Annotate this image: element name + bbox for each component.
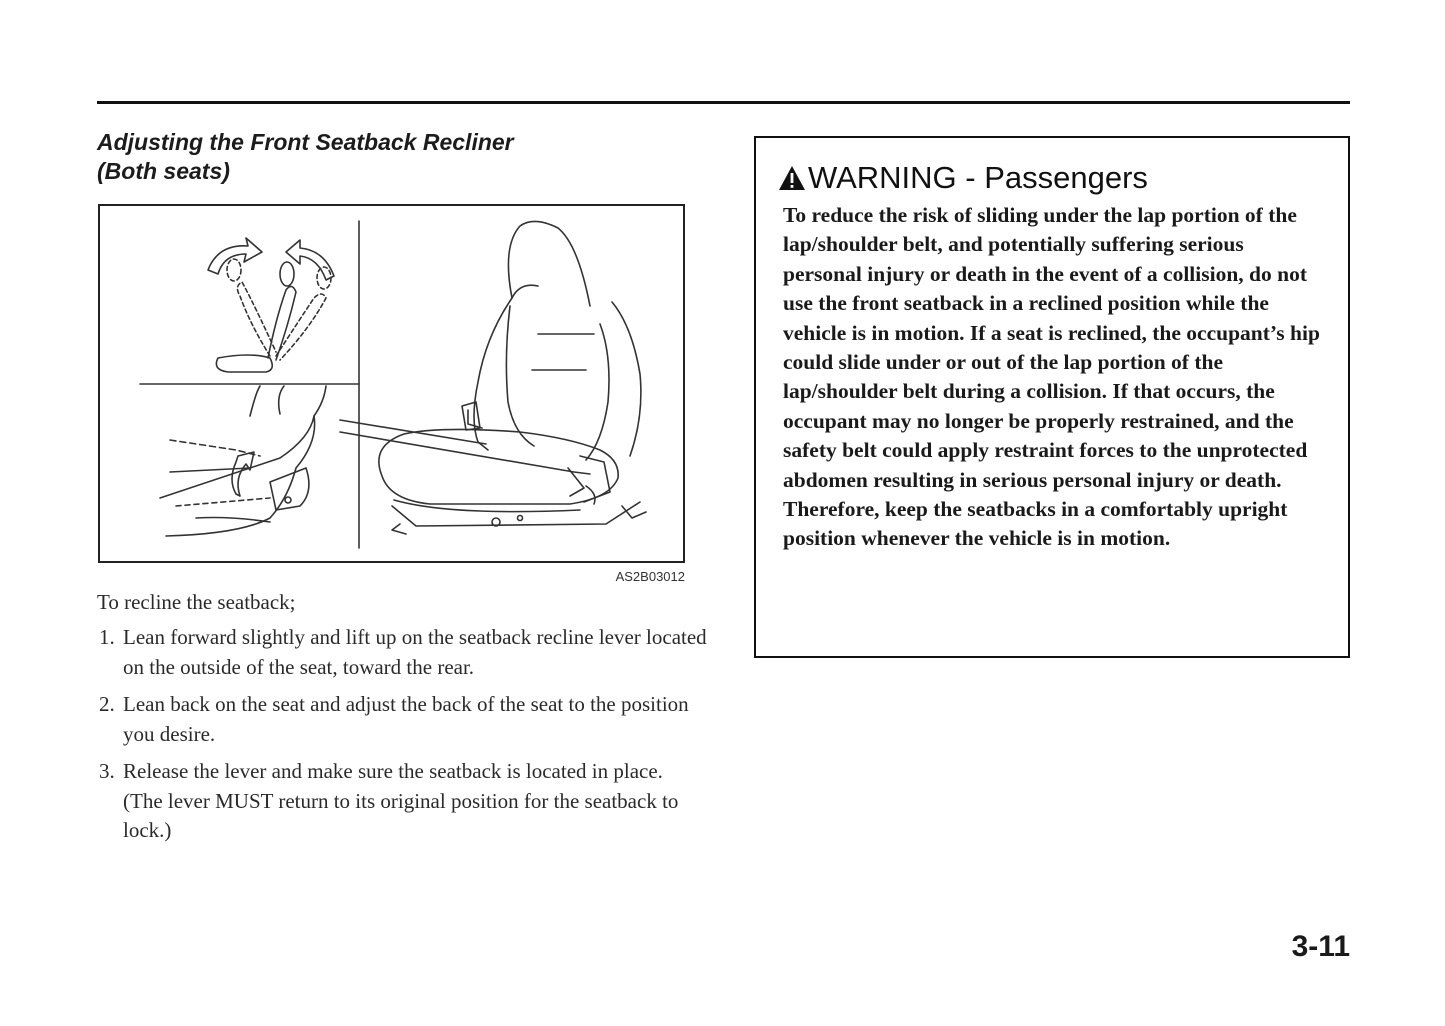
step-number: 1. [99,625,115,649]
step-number: 2. [99,692,115,716]
instruction-step [97,690,707,749]
warning-box [754,136,1350,658]
step-text: Lean back on the seat and adjust the back of the seat to the position you desire. [123,692,689,746]
step-number: 3. [99,759,115,783]
top-rule [97,101,1350,104]
figure-code: AS2B03012 [615,569,685,584]
step-text: Lean forward slightly and lift up on the seatback recline lever located on the outside of the seat, toward the rear. [123,625,707,679]
section-heading [97,128,697,186]
instruction-step [97,757,707,846]
seat-recliner-figure [98,204,685,563]
warning-title [778,160,1148,196]
instructions-intro: To recline the seatback; [97,590,296,614]
instruction-steps [97,623,707,854]
step-text: Release the lever and make sure the seatback is located in place. (The lever MUST return to its original position for the seatback to lock.) [123,759,679,842]
seat-recliner-illustration [100,206,683,561]
section-heading-line1: Adjusting the Front Seatback Recliner [97,129,514,155]
instruction-step [97,623,707,682]
section-heading-line2: (Both seats) [97,158,230,184]
warning-body: To reduce the risk of sliding under the lap portion of the lap/shoulder belt, and potentially suffering serious personal injury or death in the event of a collision, do not use the front seatback in a reclined position while the vehicle is in motion. If a seat is reclined, the occupant’s hip could slide under or out of the lap portion of the lap/shoulder belt during a collision. If that occurs, the occupant may no longer be properly restrained, and the safety belt could apply restraint forces to the unprotected abdomen resulting in serious personal injury or death. Therefore, keep the seatbacks in a comfortably upright position whenever the vehicle is in motion. [783,203,1320,551]
warning-triangle-icon [778,165,806,191]
page-number: 3-11 [1291,930,1350,963]
warning-title-text: WARNING - Passengers [808,160,1148,195]
